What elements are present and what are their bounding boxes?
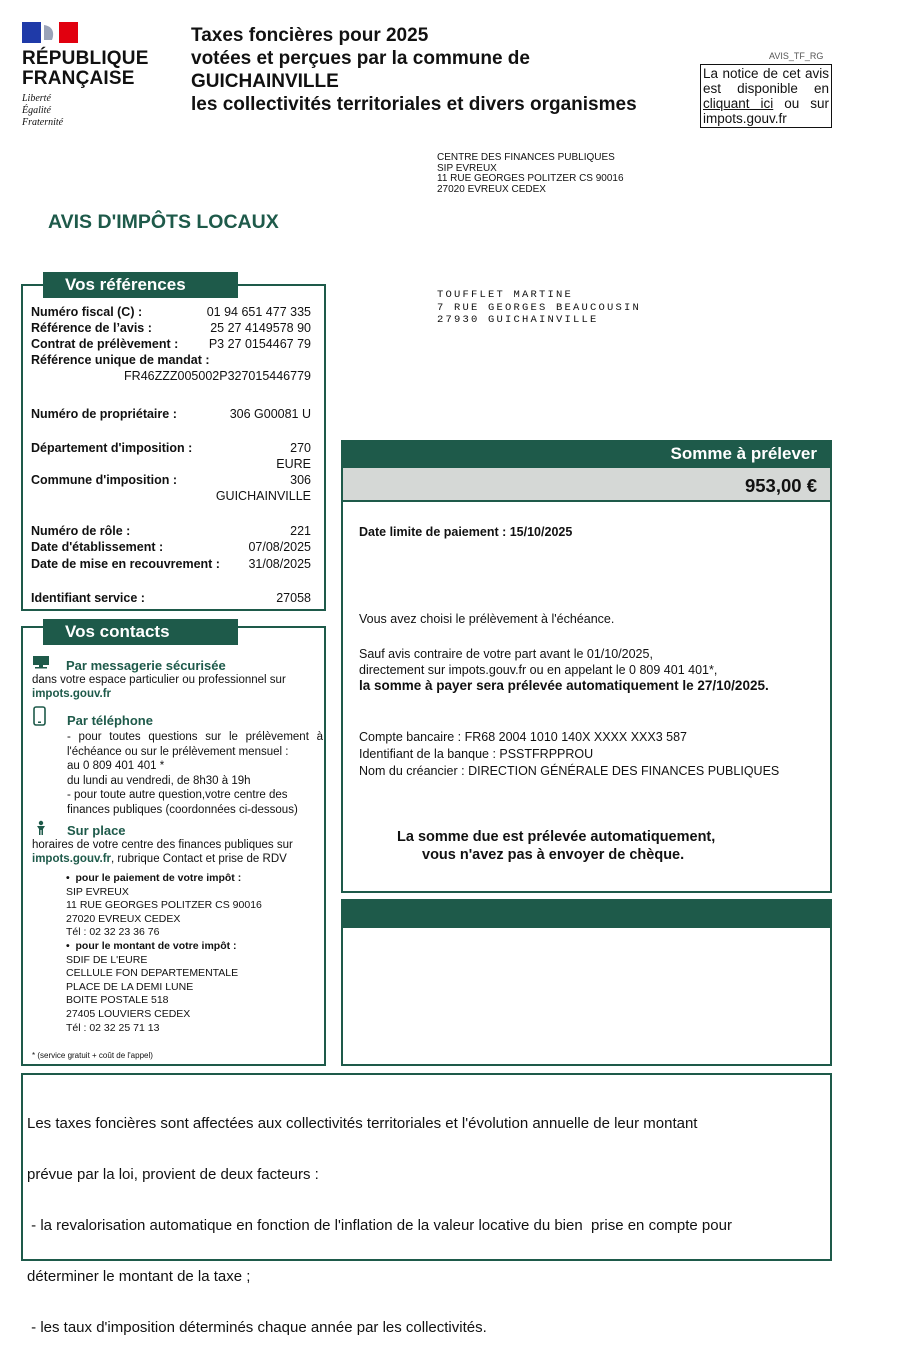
montant-line: Tél : 02 32 25 71 13	[66, 1021, 160, 1034]
service-label: Identifiant service :	[31, 591, 145, 605]
recipient-city: 27930 GUICHAINVILLE	[437, 314, 599, 326]
person-icon	[33, 820, 49, 836]
recouvrement-value: 31/08/2025	[248, 557, 311, 571]
place-site-link[interactable]: impots.gouv.fr	[32, 853, 112, 865]
etablissement-value: 07/08/2025	[248, 540, 311, 554]
payment-line: directement sur impots.gouv.fr ou en appelant le 0 809 401 401*,	[359, 663, 718, 677]
phone-icon	[33, 706, 47, 726]
amount-value: 953,00 €	[744, 475, 817, 496]
title-line-2: votées et perçues par la commune de	[191, 48, 530, 69]
document-title: AVIS D'IMPÔTS LOCAUX	[48, 211, 279, 233]
payment-tab-label: Somme à prélever	[670, 444, 817, 463]
montant-line: BOITE POSTALE 518	[66, 994, 169, 1007]
payment-header	[341, 440, 832, 468]
montant-line: SDIF DE L'EURE	[66, 953, 148, 966]
departement-name: EURE	[276, 457, 311, 471]
service-value: 27058	[276, 591, 311, 605]
logo-line1: RÉPUBLIQUE	[22, 48, 149, 69]
payment-choice: Vous avez choisi le prélèvement à l'échéance.	[359, 612, 615, 626]
recipient-street: 7 RUE GEORGES BEAUCOUSIN	[437, 301, 642, 314]
header-title	[191, 24, 637, 116]
info-line: - les taux d'imposition déterminés chaque année par les collectivités.	[27, 1319, 487, 1336]
office-address	[437, 153, 624, 195]
logo-line2: FRANÇAISE	[22, 68, 135, 89]
auto-payment-note	[341, 828, 832, 864]
motto-fraternite: Fraternité	[22, 117, 64, 128]
office-line: 11 RUE GEORGES POLITZER CS 90016	[437, 173, 624, 184]
proprietaire-label: Numéro de propriétaire :	[31, 407, 177, 421]
notice-text-2: ou sur impots.gouv.fr	[703, 96, 829, 126]
info-text	[27, 1081, 827, 1353]
paiement-line: SIP EVREUX	[66, 885, 129, 898]
office-line: 27020 EVREUX CEDEX	[437, 183, 546, 195]
telephone-line: finances publiques (coordonnées ci-dessous)	[67, 803, 298, 816]
telephone-title: Par téléphone	[67, 713, 153, 728]
notice-link[interactable]: cliquant ici	[703, 96, 774, 111]
commune-code: 306	[290, 473, 311, 487]
info-line: Les taxes foncières sont affectées aux collectivités territoriales et l'évolution annuelle de leur montant	[27, 1115, 698, 1132]
montant-line: PLACE DE LA DEMI LUNE	[66, 980, 194, 993]
commune-name: GUICHAINVILLE	[215, 489, 311, 503]
paiement-line: 11 RUE GEORGES POLITZER CS 90016	[66, 899, 262, 912]
montant-line: CELLULE FON DEPARTEMENTALE	[66, 967, 239, 980]
telephone-line: au 0 809 401 401 *	[67, 760, 165, 772]
bullet-icon: •	[66, 872, 76, 884]
office-line: CENTRE DES FINANCES PUBLIQUES	[437, 152, 615, 163]
contacts-tab: Vos contacts	[43, 619, 238, 645]
deadline: Date limite de paiement : 15/10/2025	[359, 525, 573, 539]
references-tab: Vos références	[43, 272, 238, 298]
payment-info	[359, 646, 769, 694]
place-line-rest: , rubrique Contact et prise de RDV	[111, 853, 287, 865]
info-line: - la revalorisation automatique en fonction de l'inflation de la valeur locative du bien prise en compte pour	[27, 1217, 732, 1234]
reference-avis-value: 25 27 4149578 90	[210, 321, 311, 335]
contrat-label: Contrat de prélèvement :	[31, 337, 179, 351]
marianne-flag-icon	[22, 22, 78, 43]
etablissement-label: Date d'établissement :	[31, 540, 164, 554]
telephone-line: du lundi au vendredi, de 8h30 à 19h	[67, 774, 251, 787]
motto-egalite: Égalité	[22, 105, 51, 116]
auto-line-1: La somme due est prélevée automatiquement,	[397, 829, 716, 845]
place-text	[32, 838, 320, 866]
title-line-1: Taxes foncières pour 2025	[191, 25, 429, 46]
bank-identifier: Identifiant de la banque : PSSTFRPPROU	[359, 747, 594, 761]
notice-text-1: La notice de cet avis est disponible en	[703, 66, 829, 96]
montant-line: 27405 LOUVIERS CEDEX	[66, 1007, 191, 1020]
info-line: déterminer le montant de la taxe ;	[27, 1268, 251, 1285]
auto-line-2: vous n'avez pas à envoyer de chèque.	[422, 847, 685, 863]
departement-code: 270	[290, 441, 311, 455]
title-line-4: les collectivités territoriales et divers organismes	[191, 94, 637, 115]
computer-icon	[32, 655, 50, 669]
contrat-value: P3 27 0154467 79	[208, 337, 311, 351]
messagerie-line: dans votre espace particulier ou professionnel sur	[32, 674, 286, 686]
telephone-line: - pour toutes questions sur le prélèvement à	[67, 731, 323, 743]
references-content	[31, 304, 311, 606]
commune-label: Commune d'imposition :	[31, 473, 178, 487]
montant-title: pour le montant de votre impôt :	[75, 939, 237, 952]
office-line: SIP EVREUX	[437, 162, 497, 174]
bank-info	[359, 729, 779, 780]
payment-line: Sauf avis contraire de votre part avant le 01/10/2025,	[359, 647, 653, 661]
recouvrement-label: Date de mise en recouvrement :	[31, 557, 220, 571]
telephone-line: - pour toute autre question,votre centre des	[67, 789, 288, 801]
bullet-icon: •	[66, 939, 76, 952]
notice-box	[700, 64, 832, 128]
amount-bar	[343, 468, 830, 502]
messagerie-title: Par messagerie sécurisée	[66, 658, 226, 673]
mandat-label: Référence unique de mandat :	[31, 353, 210, 367]
numero-fiscal-value: 01 94 651 477 335	[206, 305, 311, 319]
role-label: Numéro de rôle :	[31, 524, 131, 538]
telephone-line: l'échéance ou sur le prélèvement mensuel :	[67, 745, 289, 758]
messagerie-text	[32, 673, 320, 701]
paiement-title: pour le paiement de votre impôt :	[75, 872, 242, 884]
footnote: * (service gratuit + coût de l'appel)	[32, 1051, 153, 1060]
motto-liberte: Liberté	[22, 93, 51, 104]
place-title: Sur place	[67, 823, 126, 838]
departement-label: Département d'imposition :	[31, 441, 193, 455]
paiement-line: 27020 EVREUX CEDEX	[66, 912, 181, 925]
title-line-3: GUICHAINVILLE	[191, 71, 339, 92]
numero-fiscal-label: Numéro fiscal (C) :	[31, 305, 143, 319]
paiement-line: Tél : 02 32 23 36 76	[66, 926, 160, 939]
messagerie-site-link[interactable]: impots.gouv.fr	[32, 688, 112, 700]
place-line: horaires de votre centre des finances publiques sur	[32, 839, 293, 851]
telephone-text	[67, 730, 323, 817]
reference-avis-label: Référence de l’avis :	[31, 321, 152, 335]
form-code: AVIS_TF_RG	[769, 51, 824, 61]
recipient-name: TOUFFLET MARTINE	[437, 289, 574, 301]
recipient-address	[437, 289, 641, 327]
centres-list	[66, 872, 262, 1035]
empty-box-header	[341, 899, 832, 928]
role-value: 221	[290, 524, 311, 538]
republique-logo	[22, 22, 157, 137]
proprietaire-value: 306 G00081 U	[229, 407, 311, 421]
mandat-value: FR46ZZZ005002P327015446779	[124, 369, 311, 383]
payment-line-bold: la somme à payer sera prélevée automatiquement le 27/10/2025.	[359, 678, 769, 693]
bank-account: Compte bancaire : FR68 2004 1010 140X XXXX XXX3 587	[359, 730, 687, 744]
info-line: prévue par la loi, provient de deux facteurs :	[27, 1166, 319, 1183]
creditor-name: Nom du créancier : DIRECTION GÉNÉRALE DES FINANCES PUBLIQUES	[359, 764, 780, 778]
